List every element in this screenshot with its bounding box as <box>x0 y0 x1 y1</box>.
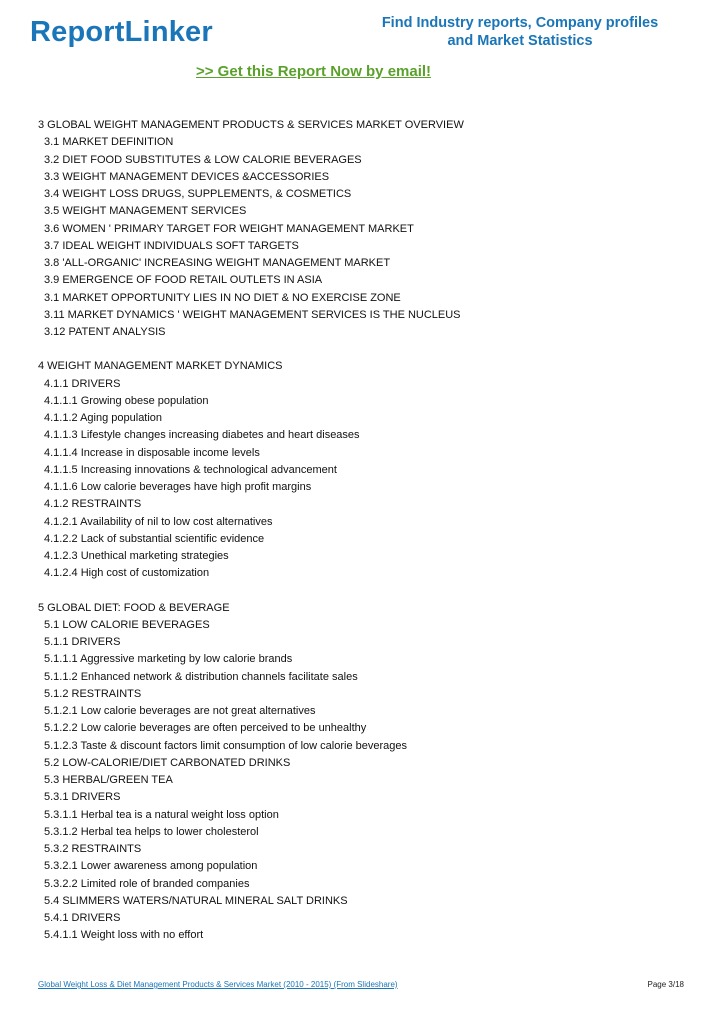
toc-entry: 3.8 'ALL-ORGANIC' INCREASING WEIGHT MANAGEMENT MARKET <box>44 257 391 269</box>
toc-entry: 3.11 MARKET DYNAMICS ' WEIGHT MANAGEMENT SERVICES IS THE NUCLEUS <box>44 308 461 321</box>
toc-entry: 5.3.1 DRIVERS <box>44 791 121 804</box>
toc-entry: 4.1.1.3 Lifestyle changes increasing diabetes and heart diseases <box>44 429 360 442</box>
toc-entry: 5.3.1.2 Herbal tea helps to lower cholesterol <box>44 825 259 838</box>
table-of-contents <box>38 117 698 945</box>
toc-entry: 5.1.1.1 Aggressive marketing by low calorie brands <box>44 653 293 666</box>
footer-source-link[interactable]: Global Weight Loss & Diet Management Products & Services Market (2010 - 2015) (From Slideshare) <box>38 980 398 989</box>
toc-entry: 5.3.1.1 Herbal tea is a natural weight loss option <box>44 808 279 821</box>
toc-entry: 3.3 WEIGHT MANAGEMENT DEVICES &ACCESSORIES <box>44 170 330 183</box>
toc-entry: 5.1.2 RESTRAINTS <box>44 687 142 700</box>
toc-entry: 3.7 IDEAL WEIGHT INDIVIDUALS SOFT TARGETS <box>44 239 299 252</box>
toc-entry: 3.1 MARKET OPPORTUNITY LIES IN NO DIET & NO EXERCISE ZONE <box>44 291 401 304</box>
toc-entry: 3.1 MARKET DEFINITION <box>44 136 174 149</box>
toc-entry: 5.4.1 DRIVERS <box>44 912 121 924</box>
toc-entry: 4.1.1.5 Increasing innovations & technological advancement <box>44 463 337 476</box>
tagline-line-2: and Market Statistics <box>447 33 593 49</box>
toc-entry: 3.5 WEIGHT MANAGEMENT SERVICES <box>44 205 247 218</box>
toc-entry: 5.3.2 RESTRAINTS <box>44 843 142 855</box>
toc-entry: 5.1.2.1 Low calorie beverages are not great alternatives <box>44 705 316 717</box>
reportlinker-logo[interactable]: ReportLinker <box>30 16 213 48</box>
toc-entry: 5.3.2.2 Limited role of branded companies <box>44 877 250 890</box>
toc-entry: 5.3.2.1 Lower awareness among population <box>44 860 258 873</box>
toc-entry: 3.12 PATENT ANALYSIS <box>44 326 166 338</box>
toc-entry: 5.3 HERBAL/GREEN TEA <box>44 774 173 786</box>
toc-entry: 5.2 LOW-CALORIE/DIET CARBONATED DRINKS <box>44 756 291 769</box>
toc-entry: 4.1.1.6 Low calorie beverages have high profit margins <box>44 481 312 493</box>
toc-entry: 3.4 WEIGHT LOSS DRUGS, SUPPLEMENTS, & COSMETICS <box>44 188 352 200</box>
toc-entry: 4.1.2.1 Availability of nil to low cost alternatives <box>44 515 273 528</box>
toc-entry: 4.1.1.4 Increase in disposable income levels <box>44 446 260 459</box>
toc-entry: 4.1.2.4 High cost of customization <box>44 567 210 580</box>
toc-entry: 5.1.1.2 Enhanced network & distribution channels facilitate sales <box>44 670 358 683</box>
toc-entry: 5.1 LOW CALORIE BEVERAGES <box>44 618 210 631</box>
toc-entry: 5.1.2.2 Low calorie beverages are often perceived to be unhealthy <box>44 722 367 735</box>
toc-entry: 5.4.1.1 Weight loss with no effort <box>44 929 204 942</box>
toc-entry: 5.1.2.3 Taste & discount factors limit consumption of low calorie beverages <box>44 739 407 752</box>
toc-entry: 5.1.1 DRIVERS <box>44 636 121 648</box>
tagline-line-1: Find Industry reports, Company profiles <box>381 15 659 31</box>
header-tagline <box>380 14 660 50</box>
toc-entry: 3.9 EMERGENCE OF FOOD RETAIL OUTLETS IN ASIA <box>44 274 323 287</box>
footer <box>38 980 684 989</box>
page-number: Page 3/18 <box>647 980 684 989</box>
toc-entry: 4.1.2.2 Lack of substantial scientific evidence <box>44 532 265 545</box>
toc-section-heading: 5 GLOBAL DIET: FOOD & BEVERAGE <box>38 601 230 614</box>
toc-entry: 4.1.1.2 Aging population <box>44 412 163 424</box>
toc-section-heading: 4 WEIGHT MANAGEMENT MARKET DYNAMICS <box>38 360 283 373</box>
toc-section-heading: 3 GLOBAL WEIGHT MANAGEMENT PRODUCTS & SERVICES MARKET OVERVIEW <box>38 119 464 131</box>
toc-entry: 3.2 DIET FOOD SUBSTITUTES & LOW CALORIE BEVERAGES <box>44 153 362 166</box>
toc-entry: 4.1.1 DRIVERS <box>44 377 121 390</box>
toc-entry: 5.4 SLIMMERS WATERS/NATURAL MINERAL SALT DRINKS <box>44 894 348 907</box>
toc-entry: 3.6 WOMEN ' PRIMARY TARGET FOR WEIGHT MANAGEMENT MARKET <box>44 222 414 235</box>
get-report-link[interactable]: >> Get this Report Now by email! <box>196 63 432 80</box>
toc-entry: 4.1.1.1 Growing obese population <box>44 394 209 407</box>
toc-entry: 4.1.2 RESTRAINTS <box>44 498 142 511</box>
toc-entry: 4.1.2.3 Unethical marketing strategies <box>44 550 229 562</box>
